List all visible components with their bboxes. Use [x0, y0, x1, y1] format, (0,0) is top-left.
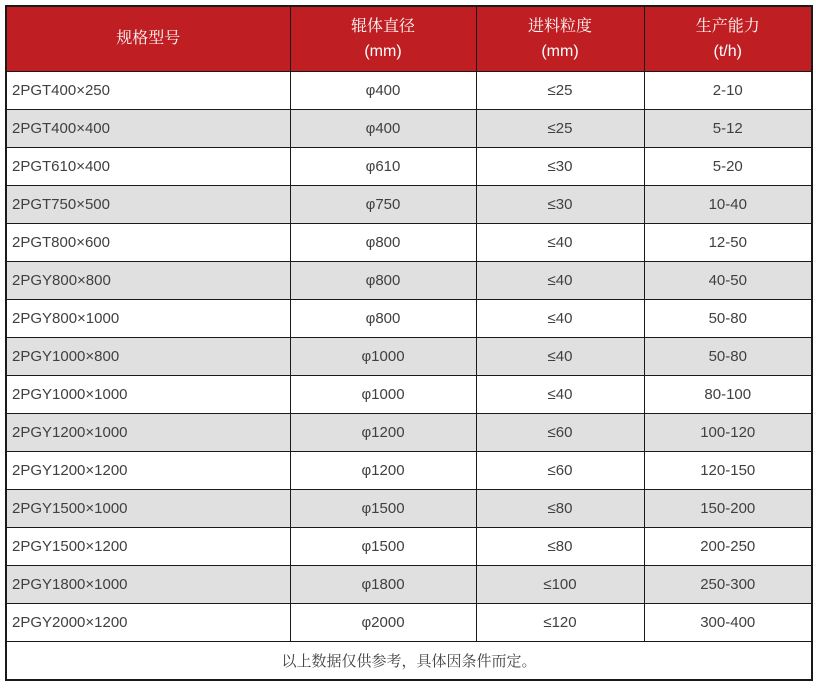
cell-roller-diameter: φ400: [290, 110, 476, 148]
cell-model: 2PGT400×400: [6, 110, 290, 148]
cell-feed-size: ≤100: [476, 566, 644, 604]
header-roller-diameter-label: 辊体直径: [350, 18, 415, 35]
table-row: [6, 148, 812, 186]
cell-capacity: 5-12: [644, 110, 812, 148]
cell-roller-diameter: φ2000: [290, 604, 476, 642]
cell-roller-diameter: φ800: [290, 262, 476, 300]
cell-model: 2PGT400×250: [6, 72, 290, 110]
cell-feed-size: ≤60: [476, 414, 644, 452]
table-body: [6, 72, 812, 642]
cell-feed-size: ≤30: [476, 186, 644, 224]
table-row: [6, 72, 812, 110]
cell-roller-diameter: φ1200: [290, 414, 476, 452]
cell-feed-size: ≤80: [476, 528, 644, 566]
header-capacity-label: 生产能力: [695, 18, 760, 35]
header-model: [6, 6, 290, 72]
cell-feed-size: ≤80: [476, 490, 644, 528]
cell-model: 2PGY1500×1200: [6, 528, 290, 566]
cell-model: 2PGT800×600: [6, 224, 290, 262]
header-capacity-unit: (t/h): [713, 43, 742, 60]
header-model-label: 规格型号: [116, 30, 181, 47]
cell-capacity: 200-250: [644, 528, 812, 566]
cell-feed-size: ≤25: [476, 72, 644, 110]
header-feed-size-label: 进料粒度: [527, 18, 592, 35]
cell-roller-diameter: φ1800: [290, 566, 476, 604]
header-feed-size: [476, 6, 644, 72]
cell-feed-size: ≤30: [476, 148, 644, 186]
cell-capacity: 12-50: [644, 224, 812, 262]
table-row: [6, 604, 812, 642]
table-row: [6, 490, 812, 528]
footer-row: [6, 642, 812, 681]
table-row: [6, 300, 812, 338]
cell-model: 2PGY1200×1000: [6, 414, 290, 452]
cell-feed-size: ≤25: [476, 110, 644, 148]
spec-table: [5, 5, 813, 681]
cell-feed-size: ≤120: [476, 604, 644, 642]
table-row: [6, 452, 812, 490]
cell-model: 2PGY1000×1000: [6, 376, 290, 414]
header-roller-diameter: [290, 6, 476, 72]
cell-capacity: 40-50: [644, 262, 812, 300]
table-footer: [6, 642, 812, 681]
cell-roller-diameter: φ1500: [290, 528, 476, 566]
table-row: [6, 224, 812, 262]
table-row: [6, 376, 812, 414]
header-row: [6, 6, 812, 72]
table-row: [6, 414, 812, 452]
cell-model: 2PGT610×400: [6, 148, 290, 186]
table-footnote: 以上数据仅供参考，具体因条件而定。: [6, 642, 812, 681]
cell-feed-size: ≤40: [476, 300, 644, 338]
cell-capacity: 5-20: [644, 148, 812, 186]
cell-model: 2PGY1800×1000: [6, 566, 290, 604]
cell-feed-size: ≤60: [476, 452, 644, 490]
cell-capacity: 2-10: [644, 72, 812, 110]
cell-model: 2PGY1200×1200: [6, 452, 290, 490]
cell-roller-diameter: φ400: [290, 72, 476, 110]
header-capacity: [644, 6, 812, 72]
cell-model: 2PGY1500×1000: [6, 490, 290, 528]
cell-roller-diameter: φ1500: [290, 490, 476, 528]
cell-model: 2PGY2000×1200: [6, 604, 290, 642]
cell-roller-diameter: φ1000: [290, 338, 476, 376]
table-row: [6, 528, 812, 566]
header-feed-size-unit: (mm): [541, 43, 579, 60]
cell-roller-diameter: φ750: [290, 186, 476, 224]
table-header: [6, 6, 812, 72]
cell-feed-size: ≤40: [476, 338, 644, 376]
cell-capacity: 150-200: [644, 490, 812, 528]
table-row: [6, 186, 812, 224]
cell-capacity: 100-120: [644, 414, 812, 452]
cell-capacity: 10-40: [644, 186, 812, 224]
cell-capacity: 300-400: [644, 604, 812, 642]
cell-capacity: 50-80: [644, 338, 812, 376]
cell-roller-diameter: φ610: [290, 148, 476, 186]
table-row: [6, 338, 812, 376]
cell-feed-size: ≤40: [476, 262, 644, 300]
cell-capacity: 80-100: [644, 376, 812, 414]
cell-model: 2PGT750×500: [6, 186, 290, 224]
cell-roller-diameter: φ1000: [290, 376, 476, 414]
cell-capacity: 50-80: [644, 300, 812, 338]
cell-feed-size: ≤40: [476, 224, 644, 262]
cell-roller-diameter: φ800: [290, 224, 476, 262]
cell-roller-diameter: φ1200: [290, 452, 476, 490]
header-roller-diameter-unit: (mm): [364, 43, 402, 60]
cell-capacity: 250-300: [644, 566, 812, 604]
cell-feed-size: ≤40: [476, 376, 644, 414]
cell-capacity: 120-150: [644, 452, 812, 490]
cell-model: 2PGY800×800: [6, 262, 290, 300]
cell-roller-diameter: φ800: [290, 300, 476, 338]
cell-model: 2PGY800×1000: [6, 300, 290, 338]
table-row: [6, 110, 812, 148]
table-row: [6, 566, 812, 604]
table-row: [6, 262, 812, 300]
cell-model: 2PGY1000×800: [6, 338, 290, 376]
